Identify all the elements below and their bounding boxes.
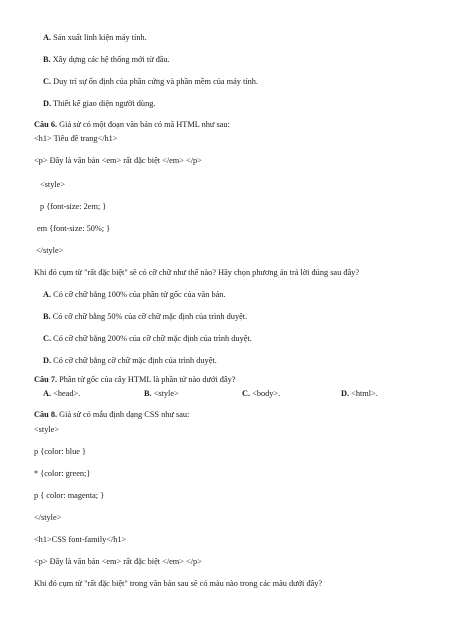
q7-option-c — [242, 389, 280, 399]
question-intro: Giả sử có một đoạn văn bản có mã HTML như sau: — [59, 120, 230, 129]
q7-option-d — [341, 389, 378, 399]
option-text: Có cỡ chữ bằng cỡ chữ mặc định của trình duyệt. — [53, 356, 217, 365]
code-line: em {font-size: 50%; } — [37, 224, 111, 233]
option-text: Sản xuất linh kiện máy tính. — [53, 33, 147, 42]
option-letter: C. — [242, 389, 251, 398]
option-text: <html>. — [351, 389, 378, 398]
option-letter: B. — [144, 389, 152, 398]
question-7-heading — [34, 375, 235, 385]
question-label: Câu 6. — [34, 120, 58, 129]
q7-option-b — [144, 389, 179, 399]
code-line: </style> — [34, 513, 62, 522]
question-8-text: Khi đó cụm từ "rất đặc biệt" trong văn bản sau sẽ có màu nào trong các màu dưới đây? — [34, 579, 323, 588]
q6-option-c — [43, 334, 252, 344]
code-line: <h1>CSS font-family</h1> — [34, 535, 127, 544]
option-letter: A. — [43, 33, 52, 42]
code-line: * {color: green;} — [34, 469, 91, 478]
option-text: <body>. — [252, 389, 281, 398]
option-letter: C. — [43, 334, 52, 343]
question-8-heading — [34, 410, 189, 420]
option-letter: D. — [43, 99, 52, 108]
code-line: <style> — [34, 425, 60, 434]
q6-option-b — [43, 312, 247, 322]
option-text: Có cỡ chữ bằng 100% của phần tử gốc của văn bản. — [53, 290, 226, 299]
option-letter: A. — [43, 389, 52, 398]
code-line: p {font-size: 2em; } — [40, 202, 107, 211]
code-line: </style> — [36, 246, 64, 255]
q6-option-d — [43, 356, 217, 366]
question-label: Câu 8. — [34, 410, 58, 419]
code-line: p {color: blue } — [34, 447, 86, 456]
question-6-heading — [34, 120, 230, 130]
q7-option-a — [43, 389, 80, 399]
option-d — [43, 99, 155, 109]
code-line: <h1> Tiêu đề trang</h1> — [34, 134, 118, 143]
option-letter: B. — [43, 55, 51, 64]
question-label: Câu 7. — [34, 375, 58, 384]
option-letter: A. — [43, 290, 52, 299]
question-6-text: Khi đó cụm từ "rất đặc biệt" sẽ có cỡ chữ như thế nào? Hãy chọn phương án trả lời đúng sau đây? — [34, 268, 359, 277]
code-line: <p> Đây là văn bản <em> rất đặc biệt </em> </p> — [34, 557, 202, 566]
option-letter: C. — [43, 77, 52, 86]
option-letter: D. — [341, 389, 350, 398]
option-letter: D. — [43, 356, 52, 365]
code-line: <style> — [40, 180, 66, 189]
q6-option-a — [43, 290, 226, 300]
option-b — [43, 55, 170, 65]
option-text: Có cỡ chữ bằng 200% của cỡ chữ mặc định của trình duyệt. — [53, 334, 252, 343]
option-text: <head>. — [53, 389, 81, 398]
option-text: Có cỡ chữ bằng 50% của cỡ chữ mặc định của trình duyệt. — [52, 312, 248, 321]
code-line: <p> Đây là văn bản <em> rất đặc biệt </em> </p> — [34, 156, 202, 165]
code-line: p { color: magenta; } — [34, 491, 105, 500]
option-text: Thiết kế giao diện người dùng. — [53, 99, 156, 108]
question-intro: Giả sử có mẫu định dạng CSS như sau: — [59, 410, 190, 419]
q7-options-row — [43, 389, 443, 399]
question-text: Phần tử gốc của cây HTML là phần tử nào dưới đây? — [59, 375, 236, 384]
option-text: <style> — [153, 389, 179, 398]
option-text: Duy trì sự ổn định của phần cứng và phần mềm của máy tính. — [53, 77, 259, 86]
option-letter: B. — [43, 312, 51, 321]
option-c — [43, 77, 258, 87]
option-a — [43, 33, 147, 43]
option-text: Xây dựng các hệ thống mới từ đầu. — [52, 55, 170, 64]
